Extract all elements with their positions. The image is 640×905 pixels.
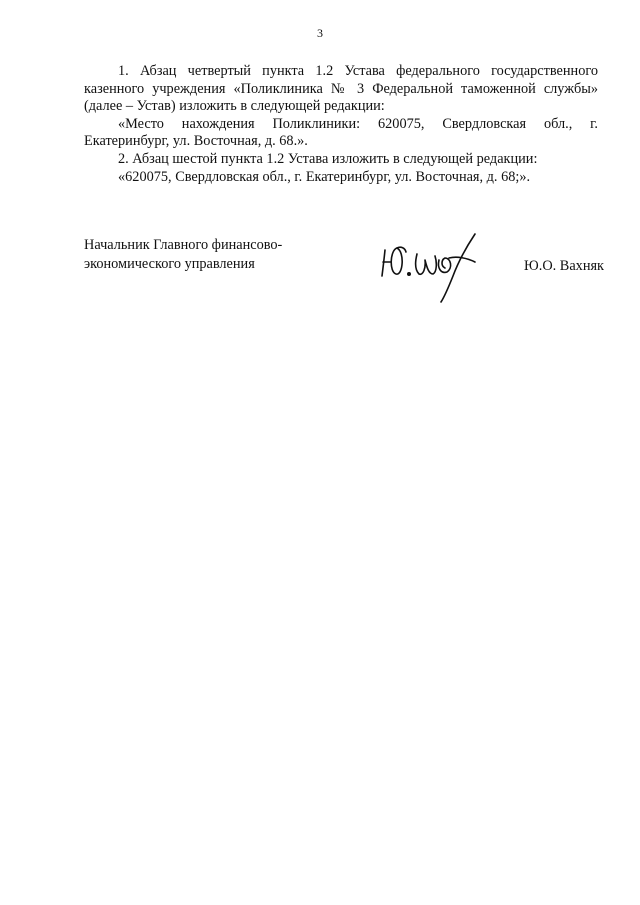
paragraph-quote-2: «620075, Свердловская обл., г. Екатеринбург, ул. Восточная, д. 68;».	[118, 168, 531, 185]
signer-position-line2: экономического управления	[84, 256, 255, 272]
signer-name: Ю.О. Вахняк	[524, 258, 604, 274]
paragraph-amendment-2: 2. Абзац шестой пункта 1.2 Устава изложить в следующей редакции:	[118, 150, 538, 167]
page-number: 3	[317, 26, 323, 40]
document-body	[84, 63, 598, 186]
paragraph-quote-1: «Место нахождения Поликлиники: 620075, Свердловская обл., г. Екатеринбург, ул. Восточная, д. 68.».	[84, 115, 598, 150]
signature-block	[84, 236, 604, 316]
paragraph-amendment-1: 1. Абзац четвертый пункта 1.2 Устава федерального государственного казенного учреждения «Поликлиника № 3 Федеральной таможенной службы» (далее – Устав) изложить в следующей редакции:	[84, 63, 598, 115]
signer-position-line1: Начальник Главного финансово-	[84, 237, 283, 253]
handwritten-signature	[379, 232, 489, 304]
signer-position	[84, 236, 282, 274]
